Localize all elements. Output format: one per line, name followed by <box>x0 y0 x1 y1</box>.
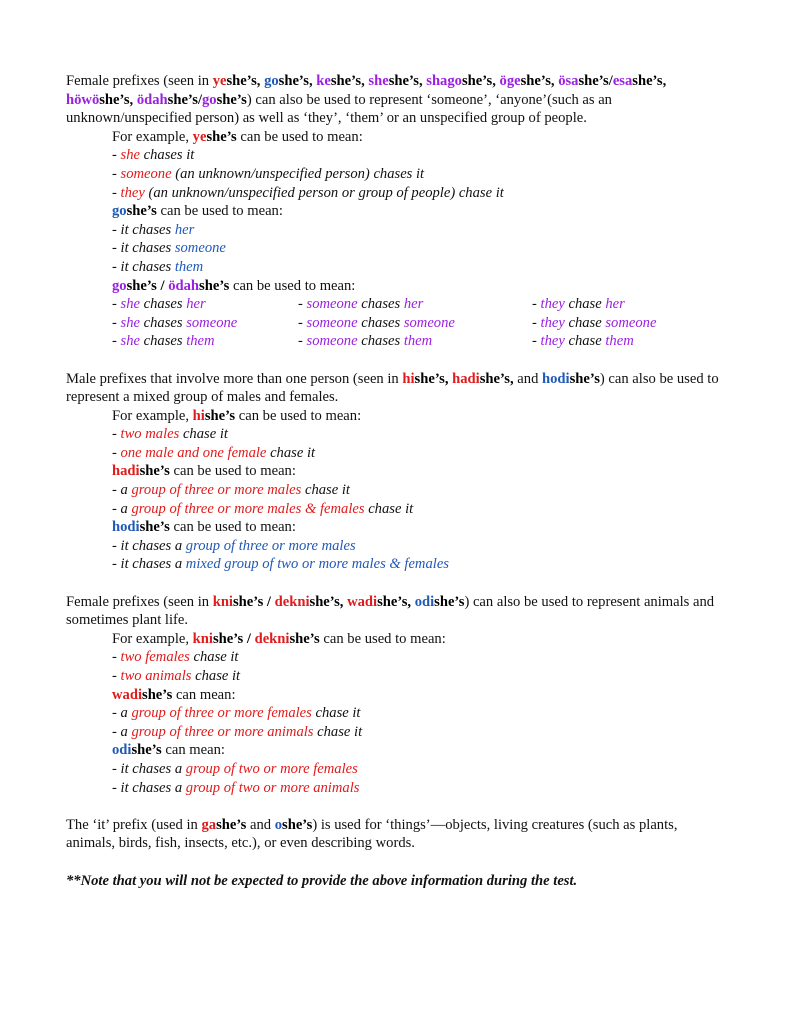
text-run: o <box>274 816 283 833</box>
text-run: chases <box>139 333 187 350</box>
list-item <box>112 184 730 203</box>
text-run: öge <box>499 73 521 89</box>
list-item <box>112 723 730 742</box>
list-item <box>112 537 730 556</box>
text-run: someone <box>120 165 172 182</box>
text-run: - <box>112 184 121 201</box>
list-item <box>112 648 730 667</box>
text-run: someone <box>306 296 358 313</box>
text-run: höwö <box>66 91 100 108</box>
sec3-example3-heading <box>66 741 730 760</box>
text-run: dekni <box>274 593 310 610</box>
text-run: can be used to mean: <box>236 128 363 145</box>
text-run: esa <box>612 73 633 89</box>
text-run: she’s <box>199 277 230 294</box>
text-run: chases <box>357 333 404 350</box>
text-run: - it chases <box>112 221 175 238</box>
text-run: For example, <box>112 128 193 145</box>
grid-cell <box>532 332 634 351</box>
text-run: can be used to mean: <box>235 407 362 424</box>
text-run: and <box>246 816 275 833</box>
text-run: can mean: <box>161 742 225 759</box>
text-run: - <box>298 296 307 313</box>
text-run: hi <box>402 370 415 387</box>
text-run: she’s <box>282 816 313 833</box>
grid-cell <box>298 295 532 314</box>
text-run: she’s / <box>233 593 275 610</box>
text-run: For example, <box>112 630 193 647</box>
text-run: she’s <box>142 686 173 703</box>
text-run: ke <box>316 73 331 89</box>
text-run: them <box>186 333 215 350</box>
list-item <box>112 500 730 519</box>
text-run: go <box>112 277 127 294</box>
grid-cell <box>532 295 625 314</box>
text-run: group of two or more animals <box>185 779 360 796</box>
text-run: wadi <box>112 686 143 703</box>
grid-cell <box>298 314 532 333</box>
text-run: shago <box>426 73 462 89</box>
sec1-example2-heading <box>66 202 730 221</box>
sec2-intro <box>66 370 730 407</box>
text-run: - it chases <box>112 240 175 257</box>
text-run: her <box>605 296 625 313</box>
grid-row <box>112 295 730 314</box>
grid-cell <box>298 332 532 351</box>
text-run: , <box>361 73 369 89</box>
list-item <box>112 667 730 686</box>
text-run: she’s <box>388 73 419 89</box>
sec3-intro <box>66 593 730 630</box>
text-run: they <box>540 296 565 313</box>
text-run: she’s / <box>212 630 255 647</box>
text-run: chases it <box>139 147 195 164</box>
text-run: group of three or more males <box>185 537 356 554</box>
text-run: - <box>298 314 307 331</box>
text-run: - <box>112 147 121 164</box>
text-run: can be used to mean: <box>229 277 356 294</box>
text-run: , <box>662 73 667 89</box>
text-run: group of three or more females <box>131 705 312 722</box>
text-run: chase it <box>189 649 239 666</box>
list-item <box>112 165 730 184</box>
list-item <box>112 221 730 240</box>
text-run: she <box>120 147 140 164</box>
text-run: go <box>112 203 127 220</box>
sec2-example1-heading <box>66 407 730 426</box>
text-run: she <box>120 333 140 350</box>
text-run: hodi <box>112 519 140 536</box>
text-run: someone <box>186 314 238 331</box>
grid-cell <box>112 332 298 351</box>
text-run: chase it <box>191 668 241 684</box>
text-run: hadi <box>452 370 480 387</box>
text-run: mixed group of two or more males & females <box>185 556 449 573</box>
text-run: ye <box>192 128 207 145</box>
sec1-example1-list <box>66 146 730 202</box>
text-run: chase <box>564 333 606 350</box>
text-run: chases <box>139 296 187 313</box>
text-run: group of three or more males <box>131 482 302 499</box>
text-run: can be used to mean: <box>169 519 296 536</box>
test-note: **Note that you will not be expected to provide the above information during the test. <box>66 872 578 889</box>
text-run: she’s <box>226 73 257 89</box>
text-run: she’s <box>434 593 465 610</box>
list-item <box>112 258 730 277</box>
text-run: dekni <box>254 630 290 647</box>
grid-cell <box>112 314 298 333</box>
grid-cell <box>112 295 298 314</box>
text-run: someone <box>605 314 657 331</box>
sec2-example2-list <box>66 481 730 518</box>
text-run: she’s <box>139 519 170 536</box>
text-run: someone <box>306 314 358 331</box>
text-run: chases <box>139 314 187 331</box>
text-run: Male prefixes that involve more than one person (seen in <box>66 370 403 387</box>
text-run: - <box>532 296 541 313</box>
text-run: - <box>112 333 121 350</box>
text-run: she’s <box>289 630 320 647</box>
text-run: ödah <box>168 277 200 294</box>
text-run: chase it <box>313 723 363 740</box>
list-item <box>112 239 730 258</box>
text-run: them <box>403 333 433 350</box>
text-run: she’s, <box>377 593 415 610</box>
text-run: she’s <box>204 407 236 424</box>
text-run: , <box>418 73 427 89</box>
text-run: group of two or more females <box>185 760 358 777</box>
text-run: she’s, <box>479 370 514 387</box>
text-run: chase it <box>179 426 228 443</box>
text-run: two males <box>120 426 180 443</box>
text-run: her <box>186 296 206 313</box>
text-run: can be used to mean: <box>156 203 283 220</box>
text-run: she <box>120 296 140 313</box>
sec1-example1-heading <box>66 128 730 147</box>
text-run: she’s <box>216 816 247 833</box>
sec3-example2-list <box>66 704 730 741</box>
list-item <box>112 425 730 444</box>
list-item <box>112 555 730 574</box>
text-run: they <box>540 314 565 331</box>
text-run: ) can also be used to represent ‘someone’, ‘anyone’(such as an unknown/unspecified person) as well as ‘they’, ‘them’ or an unspecified group of people. <box>66 91 612 127</box>
spacer <box>66 351 730 370</box>
text-run: ösa <box>558 73 579 89</box>
text-run: - it chases a <box>112 556 186 573</box>
text-run: - <box>112 296 121 313</box>
text-run: she’s <box>139 463 170 480</box>
sec3-example1-heading <box>66 630 730 649</box>
text-run: someone <box>174 240 226 257</box>
text-run: hodi <box>542 370 570 387</box>
text-run: - <box>532 333 541 350</box>
text-run: ödah <box>136 91 168 108</box>
text-run: go <box>264 73 279 89</box>
text-run: / <box>197 91 202 108</box>
text-run: wadi <box>347 593 378 610</box>
sec3-example1-list <box>66 648 730 685</box>
text-run: chase <box>564 296 606 313</box>
text-run: she’s / <box>126 277 169 294</box>
text-run: - <box>112 668 121 684</box>
text-run: group of three or more males & females <box>131 500 365 517</box>
text-run: - <box>112 444 121 461</box>
text-run: chase it <box>364 500 414 517</box>
sec1-intro <box>66 72 730 128</box>
text-run: chase it <box>266 444 316 461</box>
text-run: go <box>202 91 217 108</box>
list-item <box>112 481 730 500</box>
text-run: , <box>492 73 500 89</box>
spacer <box>66 853 730 872</box>
text-run: two animals <box>120 668 192 684</box>
text-run: , <box>550 73 559 89</box>
text-run: someone <box>403 314 455 331</box>
list-item <box>112 779 730 798</box>
list-item <box>112 760 730 779</box>
text-run: (an unknown/unspecified person) chases it <box>171 165 425 182</box>
text-run: chases <box>357 314 404 331</box>
text-run: Female prefixes (seen in <box>66 593 213 610</box>
text-run: chase it <box>301 482 350 499</box>
list-item <box>112 444 730 463</box>
text-run: - <box>112 649 121 666</box>
spacer <box>66 574 730 593</box>
grid-row <box>112 332 730 351</box>
text-run: - <box>112 165 121 182</box>
text-run: - a <box>112 482 132 499</box>
text-run: - it chases <box>112 258 175 275</box>
text-run: she’s <box>131 742 162 759</box>
list-item <box>112 704 730 723</box>
sec4-intro <box>66 816 730 853</box>
text-run: ye <box>212 73 227 89</box>
text-run: she’s <box>632 73 663 89</box>
text-run: she’s <box>99 91 130 108</box>
text-run: - a <box>112 500 132 517</box>
text-run: she’s, <box>309 593 348 610</box>
text-run: she’s <box>216 91 247 108</box>
text-run: can be used to mean: <box>319 630 446 647</box>
text-run: hadi <box>112 463 140 480</box>
text-run: she’s <box>167 91 198 108</box>
text-run: she’s <box>206 128 237 145</box>
text-run: two females <box>120 649 190 666</box>
grid-cell <box>532 314 656 333</box>
text-run: Female prefixes (seen in <box>66 73 213 89</box>
text-run: she’s <box>461 73 493 89</box>
text-run: odi <box>112 742 132 759</box>
text-run: she’s <box>569 370 600 387</box>
text-run: and <box>513 370 543 387</box>
text-run: odi <box>414 593 435 610</box>
text-run: - a <box>112 705 132 722</box>
sec1-example3-heading <box>66 277 730 296</box>
text-run: can mean: <box>172 686 236 703</box>
text-run: hi <box>192 407 205 424</box>
text-run: she <box>368 73 389 89</box>
sec1-example2-list <box>66 221 730 277</box>
text-run: - <box>298 333 307 350</box>
text-run: - <box>112 426 121 443</box>
text-run: them <box>174 258 204 275</box>
text-run: chase it <box>311 705 361 722</box>
sec3-example2-heading <box>66 686 730 705</box>
text-run: , <box>129 91 137 108</box>
text-run: they <box>540 333 565 350</box>
text-run: - a <box>112 723 132 740</box>
sec2-example1-list <box>66 425 730 462</box>
sec3-example3-list <box>66 760 730 797</box>
text-run: her <box>403 296 424 313</box>
list-item <box>112 146 730 165</box>
text-run: The ‘it’ prefix (used in <box>66 816 202 833</box>
text-run: ga <box>201 816 217 833</box>
text-run: someone <box>306 333 358 350</box>
text-run: one male and one female <box>120 444 267 461</box>
text-run: , <box>256 73 265 89</box>
text-run: chase <box>564 314 606 331</box>
text-run: - <box>532 314 541 331</box>
text-run: kni <box>192 630 213 647</box>
sec2-example3-heading <box>66 518 730 537</box>
text-run: she’s <box>520 73 551 89</box>
text-run: them <box>605 333 634 350</box>
text-run: - it chases a <box>112 760 186 777</box>
text-run: she’s <box>126 203 157 220</box>
text-run: , <box>308 73 317 89</box>
text-run: can be used to mean: <box>169 463 296 480</box>
text-run: ) is used for ‘things’—objects, living creatures (such as plants, animals, birds, fish, insects, etc.), or even describing words. <box>66 816 678 852</box>
sec2-example2-heading <box>66 462 730 481</box>
text-run: - <box>112 314 121 331</box>
text-run: they <box>120 184 145 201</box>
text-run: ) can also be used to represent a mixed group of males and females. <box>66 370 719 406</box>
text-run: she’s <box>578 73 609 89</box>
text-run: For example, <box>112 407 193 424</box>
text-run: she’s, <box>414 370 453 387</box>
text-run: - it chases a <box>112 779 186 796</box>
text-run: chases <box>357 296 404 313</box>
text-run: she’s <box>330 73 362 89</box>
spacer <box>66 797 730 816</box>
text-run: she’s <box>278 73 309 89</box>
text-run: she <box>120 314 140 331</box>
text-run: her <box>174 221 195 238</box>
text-run: - it chases a <box>112 537 186 554</box>
document-page <box>66 72 730 890</box>
text-run: kni <box>212 593 233 610</box>
text-run: (an unknown/unspecified person or group of people) chase it <box>144 184 504 201</box>
text-run: ) can also be used to represent animals and sometimes plant life. <box>66 593 715 629</box>
text-run: group of three or more animals <box>131 723 314 740</box>
sec1-example3-grid <box>66 295 730 351</box>
sec2-example3-list <box>66 537 730 574</box>
grid-row <box>112 314 730 333</box>
text-run: / <box>608 73 613 89</box>
